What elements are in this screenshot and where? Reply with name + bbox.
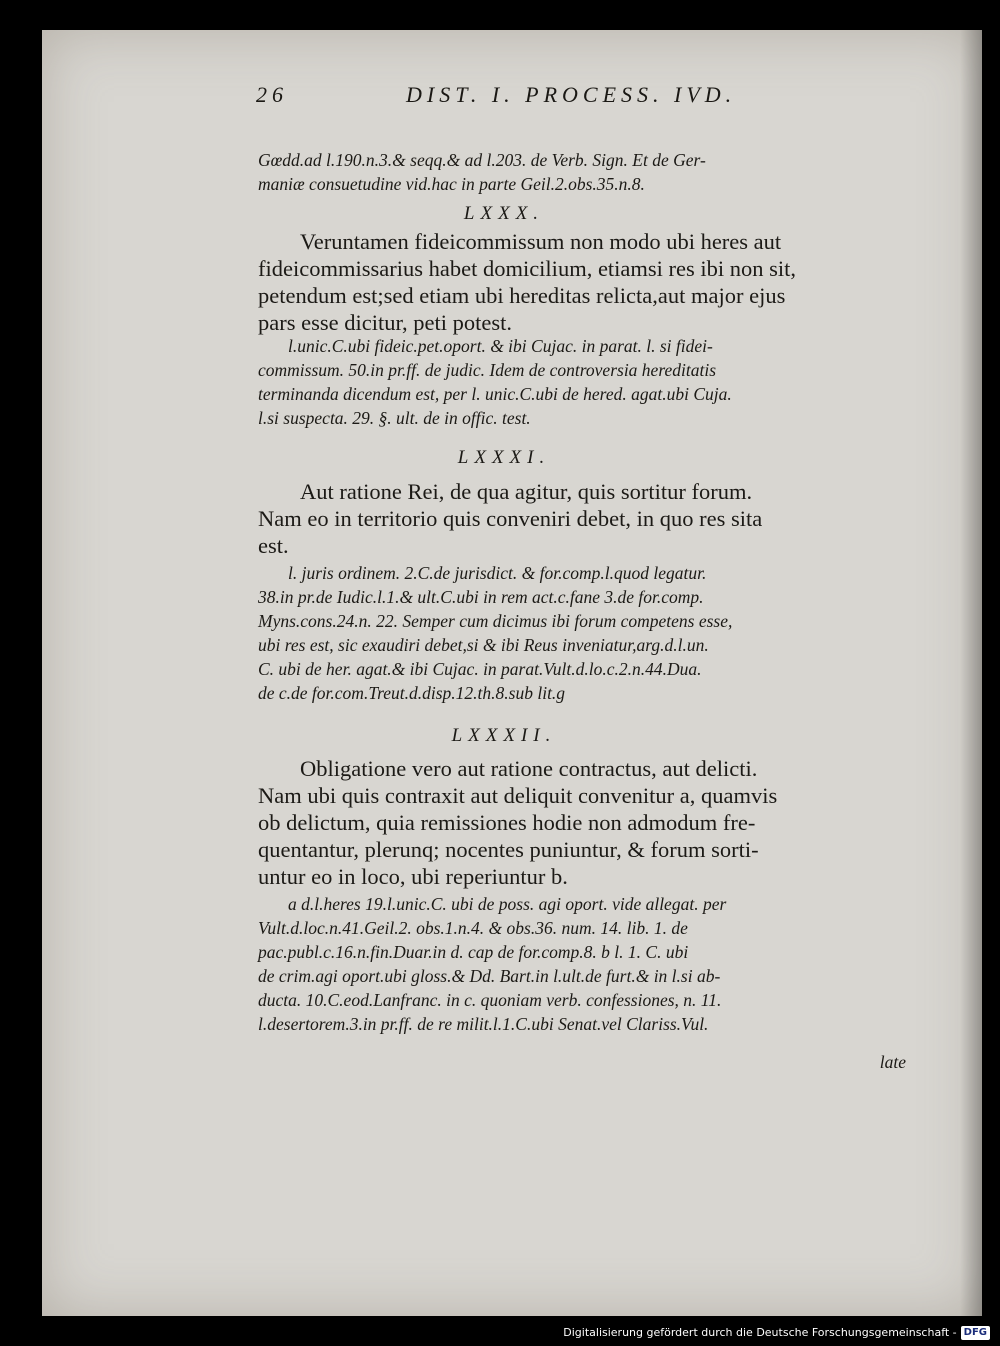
body-paragraph-lxxxi [258,478,763,559]
funding-notice: Digitalisierung gefördert durch die Deutsche Forschungsgemeinschaft - [563,1326,957,1339]
note-line: maniæ consuetudine vid.hac in parte Geil.2.obs.35.n.8. [258,174,645,194]
note-line: ducta. 10.C.eod.Lanfranc. in c. quoniam verb. confessiones, n. 11. [258,990,722,1010]
note-line: l.si suspecta. 29. §. ult. de in offic. test. [258,408,531,428]
note-line: l.unic.C.ubi fideic.pet.oport. & ibi Cujac. in parat. l. si fidei- [288,336,713,356]
section-heading-lxxxii: LXXXII. [451,725,557,746]
note-line: l. juris ordinem. 2.C.de jurisdict. & for.comp.l.quod legatur. [288,563,707,583]
page-spine-shadow [960,30,982,1316]
body-line: est. [258,533,289,558]
body-line: Obligatione vero aut ratione contractus, aut delicti. [300,756,758,781]
note-line: 38.in pr.de Iudic.l.1.& ult.C.ubi in rem act.c.fane 3.de for.comp. [258,587,704,607]
running-title: DIST. I. PROCESS. IVD. [406,82,737,107]
note-line: de crim.agi oport.ubi gloss.& Dd. Bart.in l.ult.de furt.& in l.si ab- [258,966,721,986]
note-continuation [258,148,750,196]
body-line: untur eo in loco, ubi reperiuntur b. [258,864,568,889]
section-heading-lxxxi: LXXXI. [457,447,551,468]
note-line: l.desertorem.3.in pr.ff. de re milit.l.1.C.ubi Senat.vel Clariss.Vul. [258,1014,709,1034]
note-line: de c.de for.com.Treut.d.disp.12.th.8.sub lit.g [258,683,566,703]
body-line: quentantur, plerunq; nocentes puniuntur, & forum sorti- [258,837,759,862]
note-line: pac.publ.c.16.n.fin.Duar.in d. cap de for.comp.8. b l. 1. C. ubi [258,942,689,962]
page-header [256,82,756,112]
body-line: Nam eo in territorio quis conveniri debet, in quo res sita [258,506,763,531]
body-paragraph-lxxxii [258,755,778,890]
catchword: late [879,1052,906,1072]
body-line: Aut ratione Rei, de qua agitur, quis sortitur forum. [300,479,753,504]
body-line: Nam ubi quis contraxit aut deliquit convenitur a, quamvis [258,783,778,808]
body-line: ob delictum, quia remissiones hodie non admodum fre- [258,810,756,835]
note-line: Gœdd.ad l.190.n.3.& seqq.& ad l.203. de Verb. Sign. Et de Ger- [258,150,706,170]
note-line: Vult.d.loc.n.41.Geil.2. obs.1.n.4. & obs.36. num. 14. lib. 1. de [258,918,688,938]
body-line: Veruntamen fideicommissum non modo ubi heres aut [300,229,782,254]
body-paragraph-lxxx [258,228,797,336]
note-line: C. ubi de her. agat.& ibi Cujac. in parat.Vult.d.lo.c.2.n.44.Dua. [258,659,702,679]
body-line: fideicommissarius habet domicilium, etiamsi res ibi non sit, [258,256,797,281]
note-line: terminanda dicendum est, per l. unic.C.ubi de hered. agat.ubi Cuja. [258,384,732,404]
note-lxxx [258,334,750,430]
note-line: Myns.cons.24.n. 22. Semper cum dicimus ibi forum competens esse, [258,611,733,631]
body-line: petendum est;sed etiam ubi hereditas relicta,aut major ejus [258,283,786,308]
dfg-logo: DFG [961,1326,990,1340]
note-lxxxii [258,892,750,1036]
digitization-footer [0,1320,990,1346]
page-number: 26 [256,82,288,107]
note-line: a d.l.heres 19.l.unic.C. ubi de poss. agi oport. vide allegat. per [288,894,727,914]
note-line: commissum. 50.in pr.ff. de judic. Idem de controversia hereditatis [258,360,717,380]
note-lxxxi [258,561,750,705]
section-heading-lxxx: LXXX. [463,203,545,224]
body-line: pars esse dicitur, peti potest. [258,310,513,335]
note-line: ubi res est, sic exaudiri debet,si & ibi Reus inveniatur,arg.d.l.un. [258,635,709,655]
